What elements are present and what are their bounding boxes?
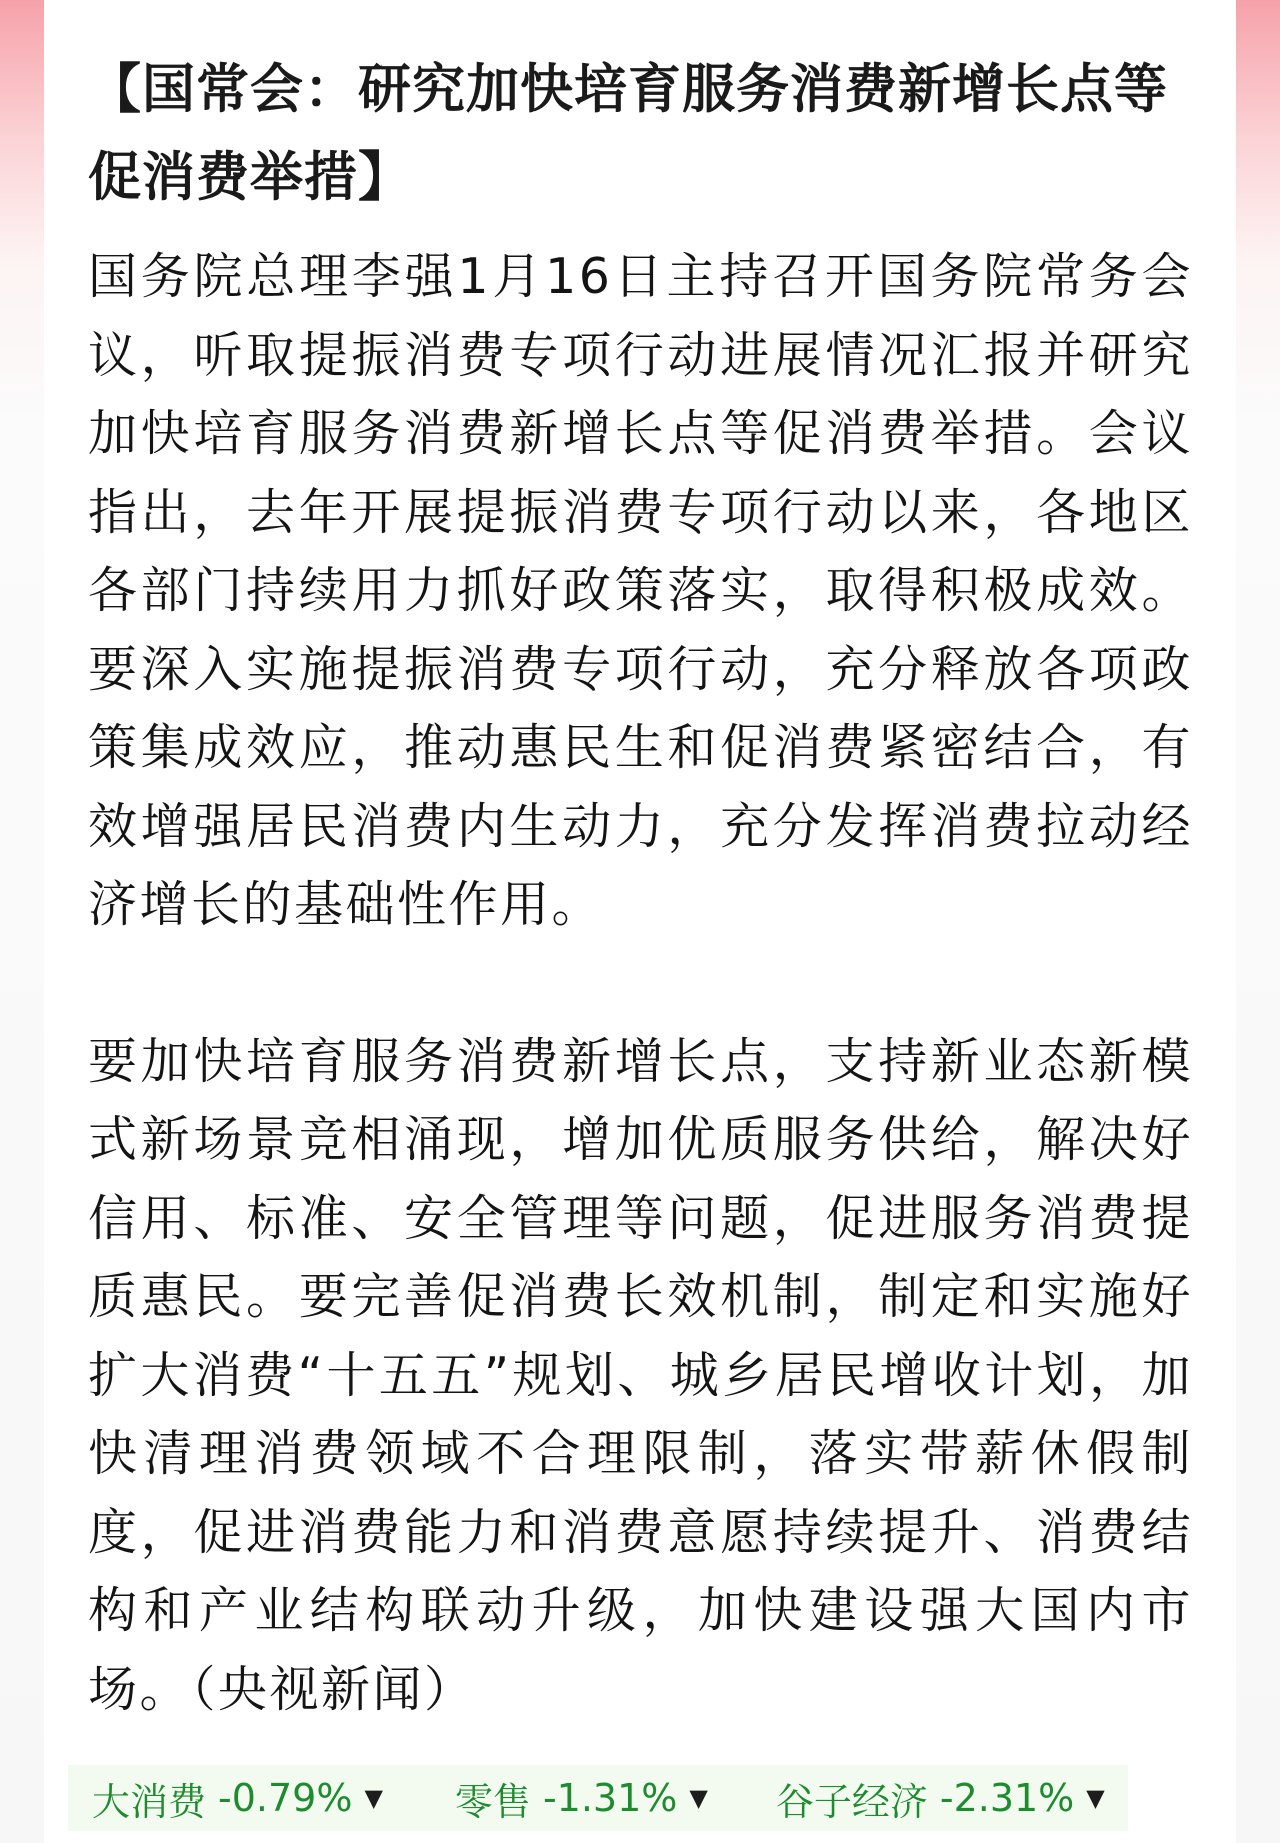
stock-ticker-retail[interactable] [455,1771,708,1826]
down-arrow-icon: ▼ [1086,1784,1105,1812]
post-content [88,46,1193,1729]
ticker-change: -0.79% [218,1776,353,1820]
down-arrow-icon: ▼ [689,1784,708,1812]
left-background-edge [0,0,44,1843]
article-paragraph-2: 要加快培育服务消费新增长点，支持新业态新模式新场景竞相涌现，增加优质服务供给，解决好信用、标准、安全管理等问题，促进服务消费提质惠民。要完善促消费长效机制，制定和实施好扩大消费“十五五”规划、城乡居民增收计划，加快清理消费领域不合理限制，落实带薪休假制度，促进消费能力和消费意愿持续提升、消费结构和产业结构联动升级，加快建设强大国内市场。（央视新闻） [88,1032,1193,1718]
ticker-change: -2.31% [939,1776,1075,1820]
stock-ticker-bar [68,1765,1128,1831]
article-title: 【国常会：研究加快培育服务消费新增长点等促消费举措】 [88,59,1168,208]
down-arrow-icon: ▼ [364,1784,383,1812]
stock-ticker-guzi-economy[interactable] [776,1771,1105,1826]
stock-ticker-consumption[interactable] [92,1771,383,1826]
ticker-name: 大消费 [92,1779,207,1824]
right-background-edge [1236,0,1280,1843]
article-paragraph-1: 国务院总理李强1月16日主持召开国务院常务会议，听取提振消费专项行动进展情况汇报并研究加快培育服务消费新增长点等促消费举措。会议指出，去年开展提振消费专项行动以来，各地区各部门持续用力抓好政策落实，取得积极成效。要深入实施提振消费专项行动，充分释放各项政策集成效应，推动惠民生和促消费紧密结合，有效增强居民消费内生动力，充分发挥消费拉动经济增长的基础性作用。 [88,248,1193,933]
ticker-name: 谷子经济 [775,1779,928,1824]
ticker-change: -1.31% [542,1776,678,1820]
ticker-name: 零售 [454,1779,531,1824]
